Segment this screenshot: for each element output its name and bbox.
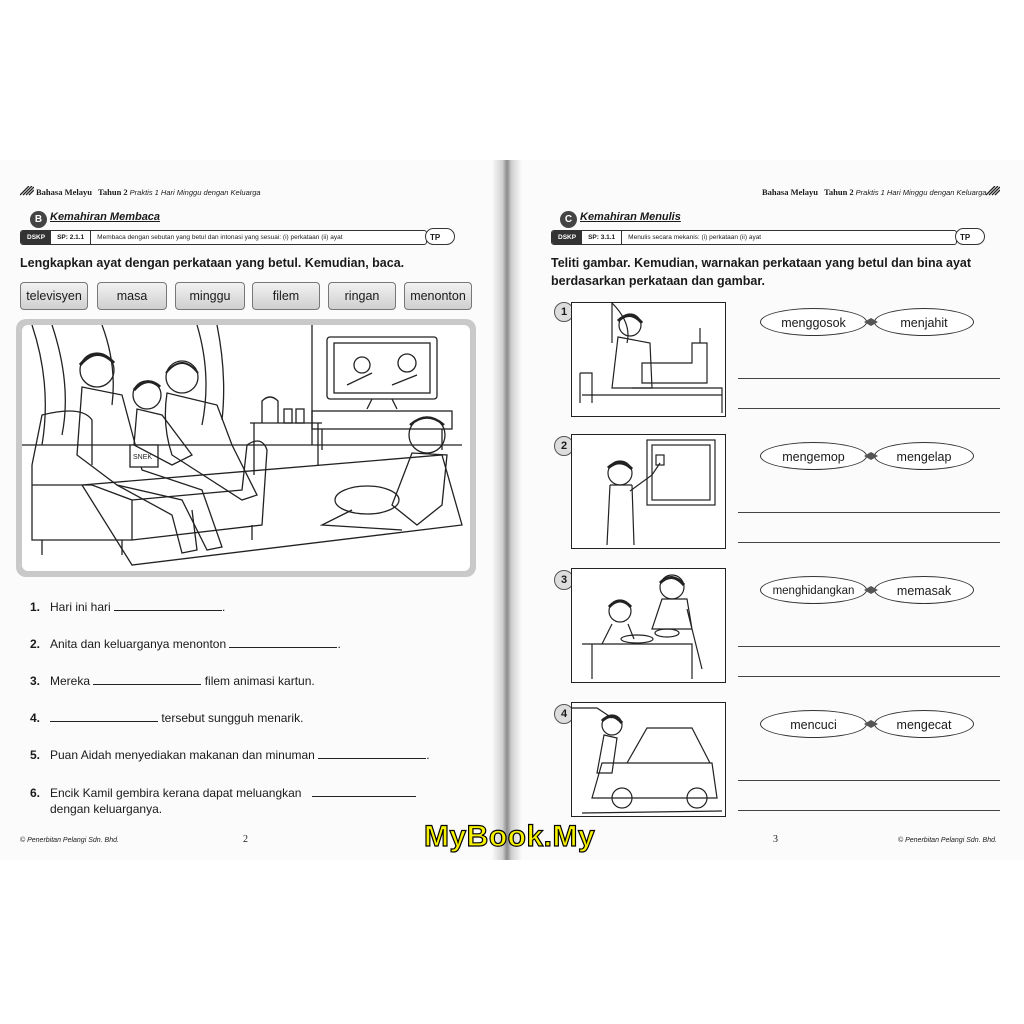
word-option[interactable]: mencuci xyxy=(760,710,867,738)
answer-line[interactable] xyxy=(738,542,1000,543)
word-bank-item: televisyen xyxy=(20,282,88,310)
answer-blank[interactable] xyxy=(312,786,416,797)
question-4: 4. tersebut sungguh menarik. xyxy=(30,711,304,725)
question-6-line2: dengan keluarganya. xyxy=(50,802,163,816)
answer-line[interactable] xyxy=(738,810,1000,811)
dskp-desc: Menulis secara mekanis: (i) perkataan (ii) ayat xyxy=(628,234,762,241)
word-bank-item: ringan xyxy=(328,282,396,310)
dskp-sp: SP: 3.1.1 xyxy=(582,231,622,244)
picture-serving-food xyxy=(571,568,726,683)
answer-blank[interactable] xyxy=(50,711,158,722)
word-bank-item: minggu xyxy=(175,282,245,310)
right-footer: © Penerbitan Pelangi Sdn. Bhd. xyxy=(898,837,997,844)
left-dskp-bar xyxy=(20,230,427,245)
section-b-title: Kemahiran Membaca xyxy=(50,211,161,223)
right-dskp-bar xyxy=(551,230,957,245)
left-page-number: 2 xyxy=(243,834,248,845)
item-number: 2 xyxy=(554,436,574,456)
right-tp-badge: TP xyxy=(955,228,985,245)
question-5: 5. Puan Aidah menyediakan makanan dan minuman . xyxy=(30,748,430,762)
word-option[interactable]: mengelap xyxy=(874,442,974,470)
answer-line[interactable] xyxy=(738,676,1000,677)
picture-wiping-window xyxy=(571,434,726,549)
left-header: Bahasa Melayu Tahun 2 Praktis 1 Hari Minggu dengan Keluarga xyxy=(36,187,261,197)
left-tp-badge: TP xyxy=(425,228,455,245)
answer-line[interactable] xyxy=(738,646,1000,647)
answer-line[interactable] xyxy=(738,408,1000,409)
stripes-icon xyxy=(20,186,34,196)
item-number: 4 xyxy=(554,704,574,724)
link-icon xyxy=(864,450,878,462)
section-b-badge: B xyxy=(30,211,47,228)
word-option[interactable]: menjahit xyxy=(874,308,974,336)
answer-line[interactable] xyxy=(738,780,1000,781)
right-instruction: Teliti gambar. Kemudian, warnakan perkataan yang betul dan bina ayat berdasarkan perkataan dan gambar. xyxy=(551,256,972,288)
answer-blank[interactable] xyxy=(93,674,201,685)
dskp-sp: SP: 2.1.1 xyxy=(51,231,91,244)
question-2: 2. Anita dan keluarganya menonton . xyxy=(30,637,341,651)
word-bank-item: menonton xyxy=(404,282,472,310)
section-c-badge: C xyxy=(560,211,577,228)
word-option[interactable]: memasak xyxy=(874,576,974,604)
answer-blank[interactable] xyxy=(318,748,426,759)
word-bank-item: filem xyxy=(252,282,320,310)
question-3: 3. Mereka filem animasi kartun. xyxy=(30,674,315,688)
left-instruction: Lengkapkan ayat dengan perkataan yang betul. Kemudian, baca. xyxy=(20,256,405,270)
answer-blank[interactable] xyxy=(114,600,222,611)
picture-sewing xyxy=(571,302,726,417)
right-page-number: 3 xyxy=(773,834,778,845)
book-gutter xyxy=(492,160,522,860)
section-c-title: Kemahiran Menulis xyxy=(580,211,681,223)
family-illustration-frame xyxy=(16,319,476,577)
watermark: MyBook.My xyxy=(424,820,596,853)
family-tv-illustration xyxy=(22,325,470,571)
word-option[interactable]: mengemop xyxy=(760,442,867,470)
link-icon xyxy=(864,316,878,328)
dskp-label: DSKP xyxy=(21,231,51,244)
link-icon xyxy=(864,584,878,596)
question-1: 1. Hari ini hari . xyxy=(30,600,226,614)
stripes-icon xyxy=(986,186,1000,196)
answer-line[interactable] xyxy=(738,512,1000,513)
answer-line[interactable] xyxy=(738,378,1000,379)
word-option[interactable]: menggosok xyxy=(760,308,867,336)
dskp-label: DSKP xyxy=(552,231,582,244)
picture-washing-car xyxy=(571,702,726,817)
dskp-desc: Membaca dengan sebutan yang betul dan intonasi yang sesuai: (i) perkataan (ii) ayat xyxy=(97,234,343,241)
snack-label: SNEK xyxy=(133,454,153,461)
word-option[interactable]: menghidangkan xyxy=(760,576,867,604)
item-number: 1 xyxy=(554,302,574,322)
left-footer: © Penerbitan Pelangi Sdn. Bhd. xyxy=(20,837,119,844)
answer-blank[interactable] xyxy=(229,637,337,648)
link-icon xyxy=(864,718,878,730)
word-bank-item: masa xyxy=(97,282,167,310)
word-option[interactable]: mengecat xyxy=(874,710,974,738)
right-header: Bahasa Melayu Tahun 2 Praktis 1 Hari Minggu dengan Keluarga xyxy=(762,187,987,197)
question-6: 6. Encik Kamil gembira kerana dapat meluangkan xyxy=(30,786,416,801)
item-number: 3 xyxy=(554,570,574,590)
